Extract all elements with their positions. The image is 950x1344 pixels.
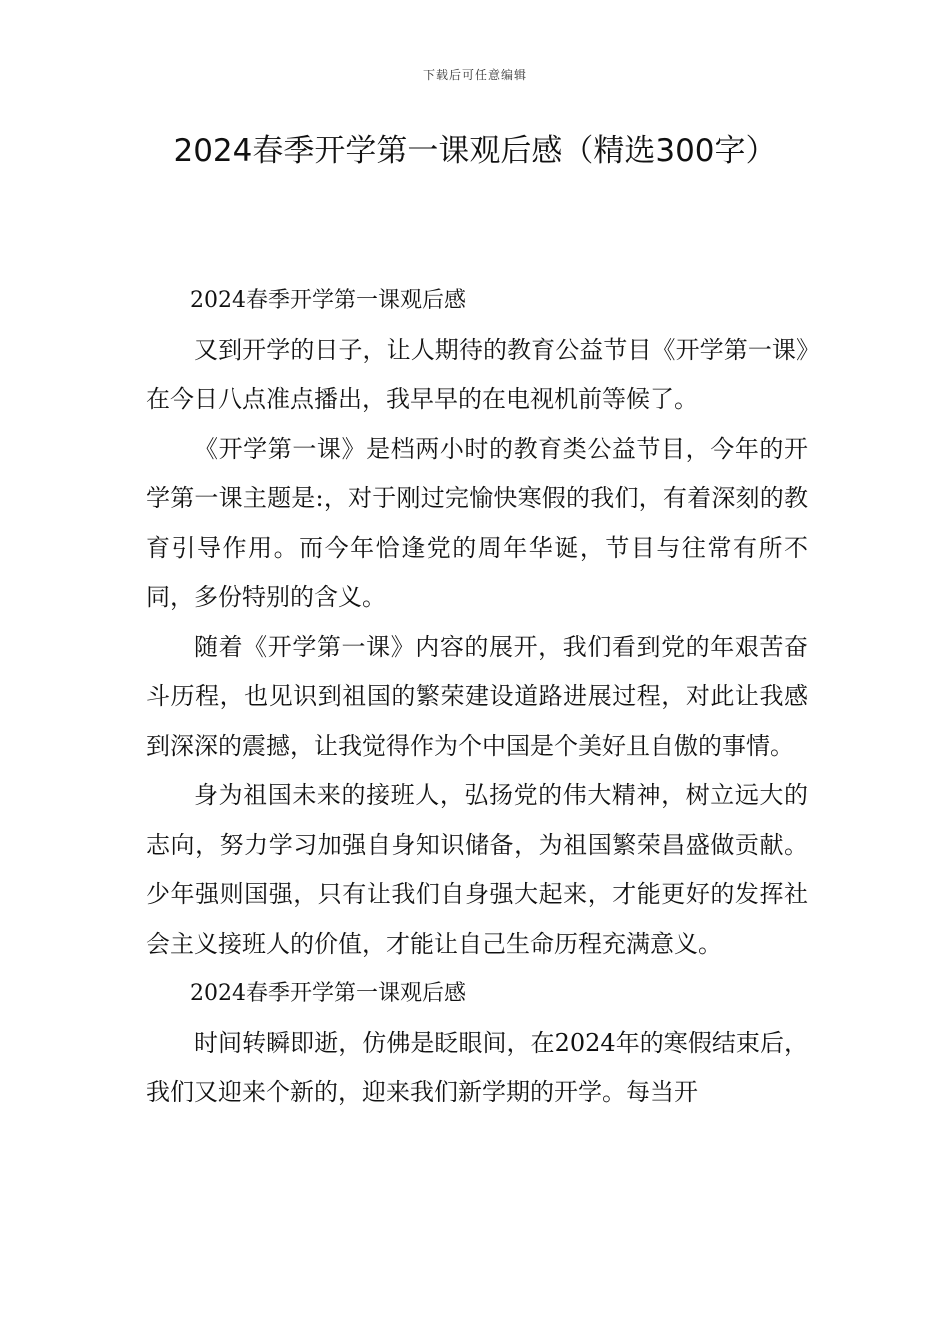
- body-paragraph: 时间转瞬即逝，仿佛是眨眼间，在2024年的寒假结束后，我们又迎来个新的，迎来我们新学期的开学。每当开: [146, 1028, 808, 1106]
- section-subhead: 2024春季开学第一课观后感: [190, 288, 466, 313]
- document-body: [146, 276, 808, 1118]
- body-paragraph: 又到开学的日子，让人期待的教育公益节目《开学第一课》在今日八点准点播出，我早早的在电视机前等候了。: [146, 335, 808, 413]
- document-title: 2024春季开学第一课观后感（精选300字）: [173, 133, 777, 169]
- body-paragraph: 随着《开学第一课》内容的展开，我们看到党的年艰苦奋斗历程，也见识到祖国的繁荣建设道路进展过程，对此让我感到深深的震撼，让我觉得作为个中国是个美好且自傲的事情。: [146, 632, 808, 760]
- body-paragraph: 《开学第一课》是档两小时的教育类公益节目，今年的开学第一课主题是:，对于刚过完愉快寒假的我们，有着深刻的教育引导作用。而今年恰逢党的周年华诞，节目与往常有所不同，多份特别的含义。: [146, 434, 808, 611]
- header-note: 下载后可任意编辑: [422, 68, 527, 82]
- body-paragraph: 身为祖国未来的接班人，弘扬党的伟大精神，树立远大的志向，努力学习加强自身知识储备，为祖国繁荣昌盛做贡献。少年强则国强，只有让我们自身强大起来，才能更好的发挥社会主义接班人的价值，才能让自己生命历程充满意义。: [146, 781, 808, 958]
- section-subhead: 2024春季开学第一课观后感: [190, 981, 466, 1006]
